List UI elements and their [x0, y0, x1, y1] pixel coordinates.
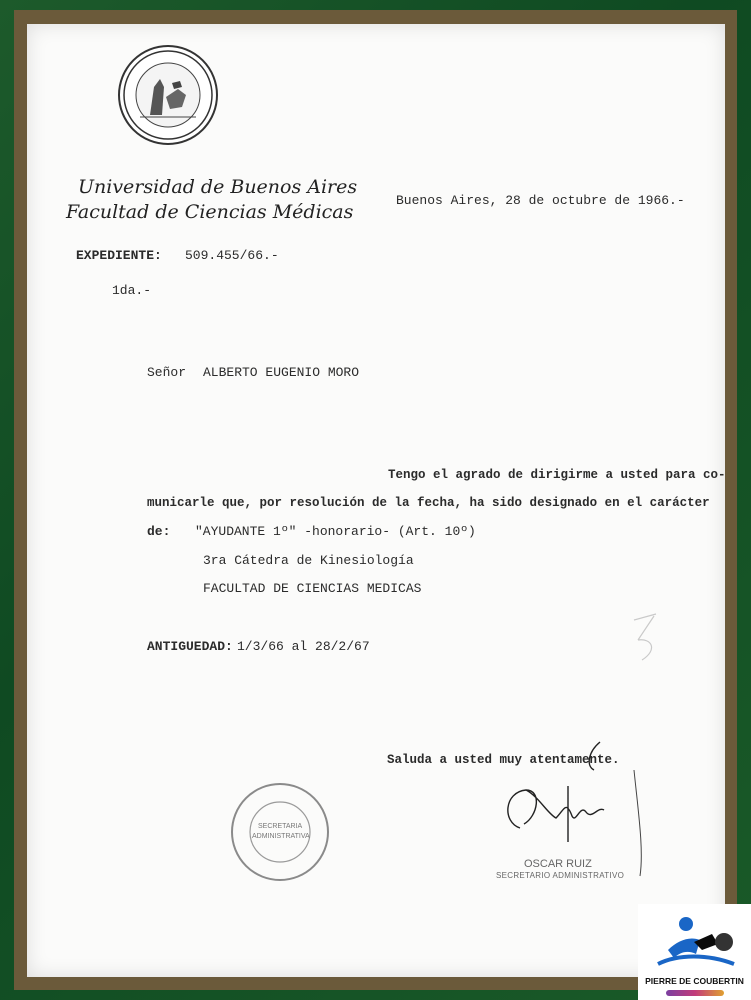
body-line-4: 3ra Cátedra de Kinesiología: [203, 553, 414, 568]
antiguedad-label: ANTIGUEDAD:: [147, 639, 233, 654]
body-line-2: municarle que, por resolución de la fecha, ha sido designado en el carácter: [147, 496, 710, 510]
expediente-number: 509.455/66.-: [185, 248, 279, 263]
body-line-5: FACULTAD DE CIENCIAS MEDICAS: [203, 581, 422, 596]
body-line-1: Tengo el agrado de dirigirme a usted para co-: [388, 468, 726, 482]
stamp-center-line-2: ADMINISTRATIVA: [252, 833, 310, 840]
expediente-sub: 1da.-: [112, 283, 152, 298]
watermark-text: PIERRE DE COUBERTIN: [645, 976, 744, 986]
stamp-ring-icon: [228, 780, 332, 884]
addressee-title: Señor: [147, 365, 187, 380]
pencil-mark: [628, 610, 664, 666]
signatory-role: SECRETARIO ADMINISTRATIVO: [496, 871, 625, 880]
signatory-name: OSCAR RUIZ: [524, 858, 592, 870]
closing-line: Saluda a usted muy atentamente.: [387, 753, 620, 767]
letterhead-university: Universidad de Buenos Aires: [78, 176, 358, 198]
official-stamp: [228, 780, 332, 884]
runner-logo-icon: [638, 904, 751, 974]
seal-emblem-icon: [120, 47, 216, 143]
letterhead-faculty: Facultad de Ciencias Médicas: [66, 201, 354, 223]
body-line-3-value: "AYUDANTE 1º" -honorario- (Art. 10º): [195, 524, 476, 539]
body-line-3-label: de:: [147, 524, 171, 539]
addressee-name: ALBERTO EUGENIO MORO: [203, 365, 360, 380]
watermark-badge: [638, 904, 751, 1000]
antiguedad-value: 1/3/66 al 28/2/67: [237, 639, 370, 654]
faculty-seal: [118, 45, 218, 145]
stamp-center-line-1: SECRETARIA: [258, 823, 303, 830]
watermark-color-bar: [666, 990, 724, 996]
date-line: Buenos Aires, 28 de octubre de 1966.-: [396, 193, 685, 208]
expediente-label: EXPEDIENTE:: [76, 248, 162, 263]
